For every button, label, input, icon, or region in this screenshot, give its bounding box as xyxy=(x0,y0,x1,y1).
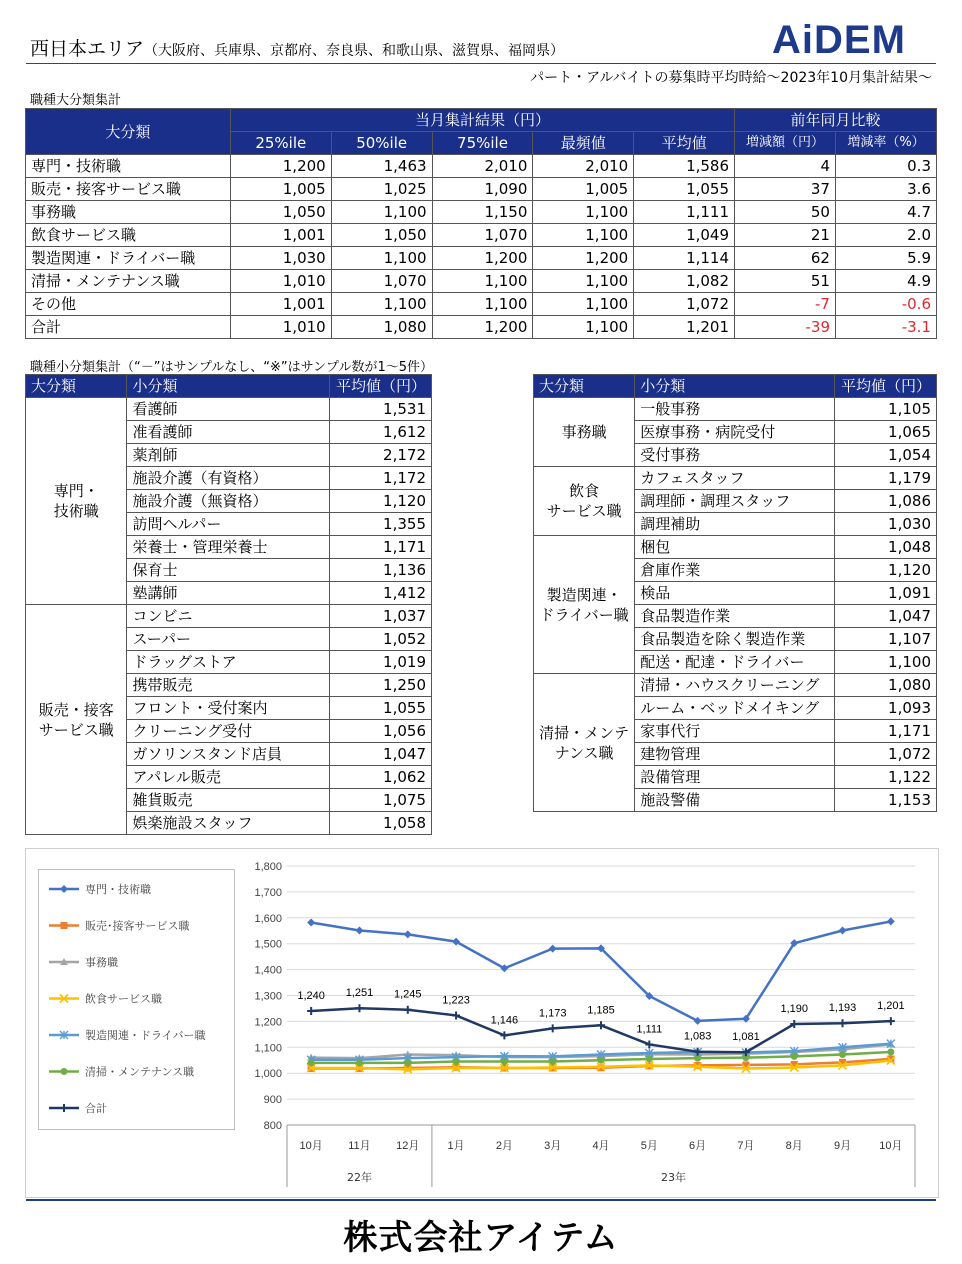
legend-marker xyxy=(61,922,68,929)
data-point xyxy=(307,918,315,926)
x-year-group-label: 22年 xyxy=(346,1171,372,1184)
minor-table-row xyxy=(534,398,937,421)
y-tick-label: 1,100 xyxy=(254,1042,282,1055)
minor-item-name: 薬剤師 xyxy=(127,444,330,467)
minor-item-name: 娯楽施設スタッフ xyxy=(127,812,330,835)
minor-item-value: 1,136 xyxy=(330,559,432,582)
minor-item-name: 医療事務・病院受付 xyxy=(635,421,835,444)
major-cell: 1,005 xyxy=(533,178,634,201)
minor-item-name: カフェスタッフ xyxy=(635,467,835,490)
major-cell: 1,025 xyxy=(331,178,432,201)
minor-header-row xyxy=(26,375,432,398)
minor-item-name: 梱包 xyxy=(635,536,835,559)
major-cell: 4.7 xyxy=(835,201,936,224)
major-cell: 1,001 xyxy=(230,224,331,247)
major-cell: 1,100 xyxy=(331,247,432,270)
data-label: 1,193 xyxy=(828,1002,857,1015)
data-point xyxy=(453,1058,460,1065)
minor-item-value: 1,080 xyxy=(835,674,937,697)
y-tick-label: 1,300 xyxy=(254,990,282,1003)
minor-item-value: 1,062 xyxy=(330,766,432,789)
data-point xyxy=(839,1019,847,1027)
major-column-header: 25%ile xyxy=(230,132,331,155)
x-tick-label: 12月 xyxy=(396,1140,420,1152)
minor-item-name: 調理補助 xyxy=(635,513,835,536)
minor-item-name: 食品製造を除く製造作業 xyxy=(635,628,835,651)
major-table-row xyxy=(26,201,937,224)
major-cell: 1,070 xyxy=(432,224,533,247)
minor-table-left xyxy=(25,374,432,835)
data-point xyxy=(887,1017,895,1025)
major-column-header: 増減額（円） xyxy=(735,132,836,155)
data-point xyxy=(887,917,895,925)
major-header-current: 当月集計結果（円） xyxy=(230,109,734,132)
x-tick-label: 9月 xyxy=(833,1140,852,1152)
major-cell: 21 xyxy=(735,224,836,247)
major-cell: 51 xyxy=(735,270,836,293)
data-point xyxy=(356,1059,363,1066)
major-cell: 1,100 xyxy=(432,293,533,316)
data-point xyxy=(549,1058,556,1065)
minor-category-cell: 専門・ 技術職 xyxy=(26,398,127,605)
minor-item-value: 1,086 xyxy=(835,490,937,513)
company-name: 株式会社アイテム xyxy=(343,1218,619,1258)
data-point xyxy=(597,1021,605,1029)
major-cell: 1,100 xyxy=(331,201,432,224)
major-cell: 1,010 xyxy=(230,270,331,293)
minor-item-name: 検品 xyxy=(635,582,835,605)
x-tick-label: 1月 xyxy=(447,1140,465,1152)
major-table-row xyxy=(26,270,937,293)
major-row-name: 合計 xyxy=(26,316,231,339)
major-cell: 1,005 xyxy=(230,178,331,201)
minor-item-value: 1,153 xyxy=(835,789,937,812)
major-cell: 1,100 xyxy=(331,293,432,316)
minor-item-value: 1,052 xyxy=(330,628,432,651)
major-cell: 1,072 xyxy=(634,293,735,316)
major-category-table xyxy=(25,108,937,339)
x-year-group-label: 23年 xyxy=(660,1171,686,1184)
major-cell: 0.3 xyxy=(835,155,936,178)
data-point xyxy=(549,945,557,953)
x-tick-label: 5月 xyxy=(640,1140,658,1152)
data-point xyxy=(501,1058,508,1065)
page-subtitle: パート・アルバイトの募集時平均時給～2023年10月集計結果～ xyxy=(530,70,932,86)
minor-item-value: 1,355 xyxy=(330,513,432,536)
major-table-row xyxy=(26,224,937,247)
legend-entry: 事務職 xyxy=(85,956,118,969)
major-cell: 1,001 xyxy=(230,293,331,316)
x-tick-label: 6月 xyxy=(689,1140,707,1152)
minor-column-header: 平均値（円） xyxy=(835,375,937,398)
major-cell: 1,200 xyxy=(432,316,533,339)
legend-marker xyxy=(60,1104,68,1112)
minor-item-name: 保育士 xyxy=(127,559,330,582)
major-cell: 1,030 xyxy=(230,247,331,270)
minor-item-value: 1,047 xyxy=(835,605,937,628)
minor-item-value: 1,171 xyxy=(835,720,937,743)
major-cell: 1,050 xyxy=(230,201,331,224)
minor-header-row xyxy=(534,375,937,398)
major-cell: 1,055 xyxy=(634,178,735,201)
data-point xyxy=(839,1051,846,1058)
data-point xyxy=(839,926,847,934)
y-tick-label: 1,500 xyxy=(254,938,282,951)
data-label: 1,240 xyxy=(297,990,325,1003)
minor-category-cell: 販売・接客 サービス職 xyxy=(26,605,127,835)
minor-section-label: 職種小分類集計（“－”はサンプルなし、“※”はサンプル数が1～5件） xyxy=(30,360,434,375)
major-row-name: 事務職 xyxy=(26,201,231,224)
minor-item-name: フロント・受付案内 xyxy=(127,697,330,720)
major-cell: 2.0 xyxy=(835,224,936,247)
x-tick-label: 2月 xyxy=(495,1140,513,1152)
minor-item-value: 1,179 xyxy=(835,467,937,490)
data-label: 1,081 xyxy=(732,1031,760,1044)
minor-item-value: 1,019 xyxy=(330,651,432,674)
y-tick-label: 900 xyxy=(263,1094,282,1107)
minor-item-name: 建物管理 xyxy=(635,743,835,766)
minor-item-value: 1,030 xyxy=(835,513,937,536)
legend-entry: 販売･接客サービス職 xyxy=(85,919,190,933)
data-label: 1,146 xyxy=(490,1014,519,1027)
minor-item-value: 1,056 xyxy=(330,720,432,743)
minor-table-right xyxy=(533,374,937,812)
data-label: 1,245 xyxy=(394,988,422,1001)
data-label: 1,251 xyxy=(345,987,374,1000)
major-row-name: 専門・技術職 xyxy=(26,155,231,178)
x-tick-label: 3月 xyxy=(544,1140,562,1152)
major-cell: 1,070 xyxy=(331,270,432,293)
data-point xyxy=(404,1059,411,1066)
data-point xyxy=(355,1004,363,1012)
minor-item-name: ガソリンスタンド店員 xyxy=(127,743,330,766)
minor-item-value: 1,058 xyxy=(330,812,432,835)
data-point xyxy=(694,1055,701,1062)
major-cell: 1,586 xyxy=(634,155,735,178)
chart-legend xyxy=(38,869,235,1130)
minor-item-name: 准看護師 xyxy=(127,421,330,444)
legend-marker xyxy=(60,885,68,893)
major-table-row xyxy=(26,155,937,178)
data-point xyxy=(598,1057,605,1064)
minor-item-name: 調理師・調理スタッフ xyxy=(635,490,835,513)
major-cell: 1,100 xyxy=(432,270,533,293)
minor-item-value: 1,612 xyxy=(330,421,432,444)
minor-item-value: 1,047 xyxy=(330,743,432,766)
data-point xyxy=(307,1007,315,1015)
major-row-name: 飲食サービス職 xyxy=(26,224,231,247)
minor-item-name: 施設介護（有資格） xyxy=(127,467,330,490)
minor-item-name: スーパー xyxy=(127,628,330,651)
minor-item-name: 訪問ヘルパー xyxy=(127,513,330,536)
minor-column-header: 小分類 xyxy=(635,375,835,398)
minor-item-name: 食品製造作業 xyxy=(635,605,835,628)
minor-table-row xyxy=(534,674,937,697)
major-header-yoy: 前年同月比較 xyxy=(735,109,937,132)
major-column-header: 最頻値 xyxy=(533,132,634,155)
major-column-header: 平均値 xyxy=(634,132,735,155)
major-cell: -0.6 xyxy=(835,293,936,316)
minor-item-value: 1,120 xyxy=(835,559,937,582)
major-cell: 1,090 xyxy=(432,178,533,201)
data-point xyxy=(549,1024,557,1032)
minor-item-value: 1,048 xyxy=(835,536,937,559)
minor-table-row xyxy=(26,605,432,628)
major-cell: 1,463 xyxy=(331,155,432,178)
major-cell: 1,200 xyxy=(533,247,634,270)
data-label: 1,111 xyxy=(636,1023,663,1036)
major-cell: 62 xyxy=(735,247,836,270)
minor-item-name: 看護師 xyxy=(127,398,330,421)
minor-item-name: 受付事務 xyxy=(635,444,835,467)
major-cell: 1,150 xyxy=(432,201,533,224)
minor-table-row xyxy=(534,536,937,559)
legend-entry: 製造関連・ドライバー職 xyxy=(85,1029,206,1042)
minor-item-value: 1,093 xyxy=(835,697,937,720)
y-tick-label: 1,400 xyxy=(254,964,282,977)
major-column-header: 50%ile xyxy=(331,132,432,155)
major-row-name: 清掃・メンテナンス職 xyxy=(26,270,231,293)
legend-marker xyxy=(61,1068,68,1075)
major-cell: 1,201 xyxy=(634,316,735,339)
minor-item-name: アパレル販売 xyxy=(127,766,330,789)
x-tick-label: 10月 xyxy=(879,1140,903,1152)
data-point xyxy=(404,930,412,938)
minor-item-value: 1,107 xyxy=(835,628,937,651)
minor-category-cell: 製造関連・ ドライバー職 xyxy=(534,536,635,674)
major-cell: 1,100 xyxy=(533,270,634,293)
minor-item-value: 1,250 xyxy=(330,674,432,697)
footer-divider xyxy=(26,1199,936,1201)
minor-item-name: コンビニ xyxy=(127,605,330,628)
data-point xyxy=(404,1006,412,1014)
major-column-header: 増減率（%） xyxy=(835,132,936,155)
minor-item-name: 施設警備 xyxy=(635,789,835,812)
minor-item-name: 塾講師 xyxy=(127,582,330,605)
data-point xyxy=(500,1031,508,1039)
minor-category-cell: 飲食 サービス職 xyxy=(534,467,635,536)
major-table-row xyxy=(26,178,937,201)
data-point xyxy=(355,926,363,934)
minor-item-name: 携帯販売 xyxy=(127,674,330,697)
minor-table-row xyxy=(534,467,937,490)
major-cell: 1,080 xyxy=(331,316,432,339)
minor-column-header: 大分類 xyxy=(534,375,635,398)
major-cell: 50 xyxy=(735,201,836,224)
y-tick-label: 1,800 xyxy=(254,861,282,873)
major-table-row xyxy=(26,293,937,316)
wage-trend-chart xyxy=(240,852,930,1192)
major-cell: 37 xyxy=(735,178,836,201)
minor-item-name: 倉庫作業 xyxy=(635,559,835,582)
y-tick-label: 1,000 xyxy=(254,1068,282,1081)
minor-item-value: 1,075 xyxy=(330,789,432,812)
major-cell: 1,100 xyxy=(533,224,634,247)
y-tick-label: 1,700 xyxy=(254,886,282,899)
minor-item-name: ドラッグストア xyxy=(127,651,330,674)
major-cell: 1,111 xyxy=(634,201,735,224)
minor-category-cell: 清掃・メンテ ナンス職 xyxy=(534,674,635,812)
minor-item-name: 清掃・ハウスクリーニング xyxy=(635,674,835,697)
minor-item-value: 2,172 xyxy=(330,444,432,467)
minor-item-value: 1,105 xyxy=(835,398,937,421)
legend-entry: 清掃・メンテナンス職 xyxy=(85,1065,195,1079)
data-label: 1,223 xyxy=(442,994,470,1007)
major-cell: 2,010 xyxy=(432,155,533,178)
minor-item-name: クリーニング受付 xyxy=(127,720,330,743)
minor-item-value: 1,065 xyxy=(835,421,937,444)
minor-item-value: 1,122 xyxy=(835,766,937,789)
y-tick-label: 800 xyxy=(263,1120,282,1132)
data-point xyxy=(791,1053,798,1060)
data-point xyxy=(646,1055,653,1062)
major-table-row xyxy=(26,247,937,270)
x-tick-label: 10月 xyxy=(299,1140,323,1152)
major-cell: 3.6 xyxy=(835,178,936,201)
minor-item-value: 1,055 xyxy=(330,697,432,720)
major-cell: 1,100 xyxy=(533,201,634,224)
data-label: 1,201 xyxy=(877,1000,905,1013)
minor-item-name: 施設介護（無資格） xyxy=(127,490,330,513)
major-header-row xyxy=(26,109,937,132)
legend-entry: 飲食サービス職 xyxy=(85,992,162,1006)
minor-item-name: 雑貨販売 xyxy=(127,789,330,812)
minor-item-name: 一般事務 xyxy=(635,398,835,421)
legend-entry: 合計 xyxy=(85,1102,107,1115)
aidem-logo: AiDEM xyxy=(772,18,906,62)
y-tick-label: 1,200 xyxy=(254,1016,282,1029)
minor-item-name: 設備管理 xyxy=(635,766,835,789)
data-label: 1,083 xyxy=(683,1030,712,1043)
major-table-row xyxy=(26,316,937,339)
minor-table-row xyxy=(26,398,432,421)
minor-column-header: 大分類 xyxy=(26,375,127,398)
major-column-header: 75%ile xyxy=(432,132,533,155)
minor-item-name: ルーム・ベッドメイキング xyxy=(635,697,835,720)
x-tick-label: 8月 xyxy=(785,1140,803,1152)
x-tick-label: 4月 xyxy=(592,1140,610,1152)
major-cell: 1,114 xyxy=(634,247,735,270)
minor-item-value: 1,054 xyxy=(835,444,937,467)
minor-item-name: 配送・配達・ドライバー xyxy=(635,651,835,674)
y-tick-label: 1,600 xyxy=(254,912,282,925)
major-cell: 1,082 xyxy=(634,270,735,293)
minor-item-value: 1,037 xyxy=(330,605,432,628)
major-row-name: 製造関連・ドライバー職 xyxy=(26,247,231,270)
x-tick-label: 11月 xyxy=(348,1140,371,1152)
data-point xyxy=(452,1011,460,1019)
minor-item-value: 1,120 xyxy=(330,490,432,513)
minor-item-name: 家事代行 xyxy=(635,720,835,743)
major-section-label: 職種大分類集計 xyxy=(30,93,122,108)
page-title: 西日本エリア（大阪府、兵庫県、京都府、奈良県、和歌山県、滋賀県、福岡県） xyxy=(30,38,565,60)
data-label: 1,185 xyxy=(587,1004,615,1017)
header-divider xyxy=(26,63,936,64)
minor-column-header: 平均値（円） xyxy=(330,375,432,398)
legend-entry: 専門・技術職 xyxy=(85,883,151,896)
minor-item-value: 1,171 xyxy=(330,536,432,559)
minor-item-value: 1,172 xyxy=(330,467,432,490)
major-cell: 1,050 xyxy=(331,224,432,247)
major-cell: 1,100 xyxy=(533,316,634,339)
minor-item-value: 1,072 xyxy=(835,743,937,766)
major-cell: -7 xyxy=(735,293,836,316)
major-cell: -39 xyxy=(735,316,836,339)
major-cell: 1,100 xyxy=(533,293,634,316)
minor-category-cell: 事務職 xyxy=(534,398,635,467)
data-point xyxy=(308,1059,315,1066)
major-cell: 2,010 xyxy=(533,155,634,178)
major-cell: 1,200 xyxy=(230,155,331,178)
major-row-name: 販売・接客サービス職 xyxy=(26,178,231,201)
minor-item-value: 1,531 xyxy=(330,398,432,421)
major-cell: 1,010 xyxy=(230,316,331,339)
minor-item-value: 1,412 xyxy=(330,582,432,605)
major-cell: 1,049 xyxy=(634,224,735,247)
major-cell: -3.1 xyxy=(835,316,936,339)
data-label: 1,190 xyxy=(780,1002,808,1015)
minor-item-value: 1,100 xyxy=(835,651,937,674)
major-cell: 1,200 xyxy=(432,247,533,270)
major-header-category: 大分類 xyxy=(26,109,231,155)
major-cell: 4.9 xyxy=(835,270,936,293)
minor-item-value: 1,091 xyxy=(835,582,937,605)
minor-column-header: 小分類 xyxy=(127,375,330,398)
data-label: 1,173 xyxy=(538,1007,567,1020)
page-title-regions: （大阪府、兵庫県、京都府、奈良県、和歌山県、滋賀県、福岡県） xyxy=(144,43,565,59)
data-point xyxy=(887,1048,894,1055)
x-tick-label: 7月 xyxy=(737,1140,755,1152)
major-row-name: その他 xyxy=(26,293,231,316)
minor-item-name: 栄養士・管理栄養士 xyxy=(127,536,330,559)
major-cell: 5.9 xyxy=(835,247,936,270)
major-cell: 4 xyxy=(735,155,836,178)
